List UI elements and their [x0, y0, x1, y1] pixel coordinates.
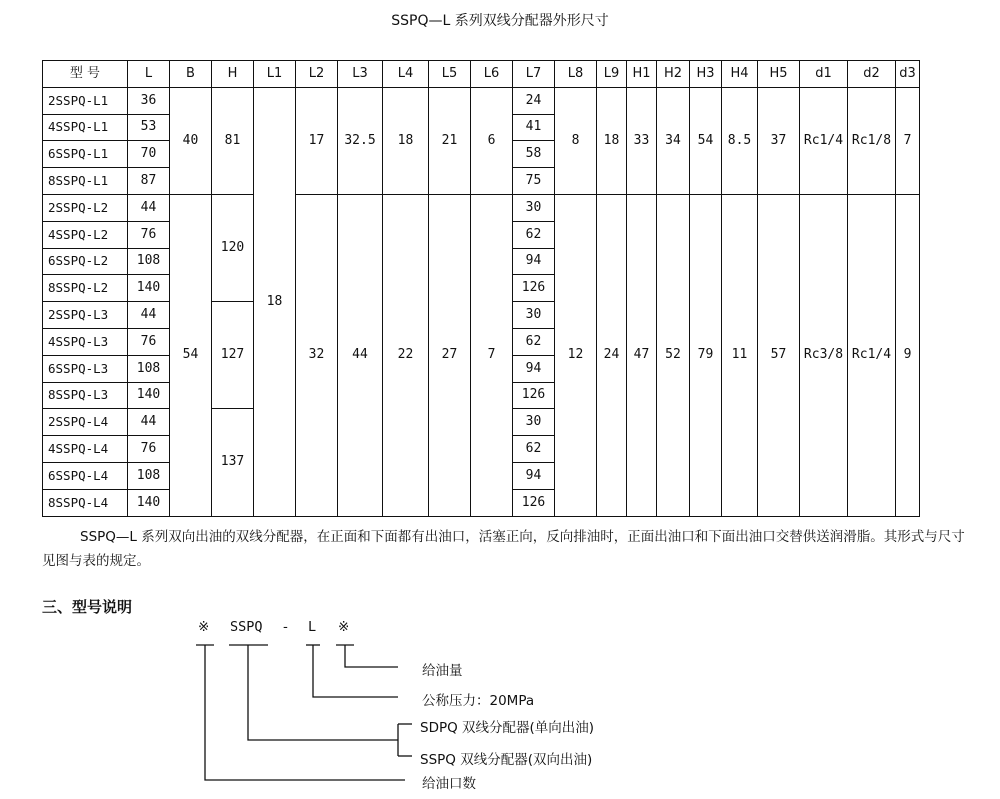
L-cell: 76	[128, 436, 170, 463]
d1-cell: Rc3/8	[800, 194, 848, 516]
column-header: L3	[338, 61, 383, 88]
table-row	[43, 87, 920, 114]
L4-cell: 18	[383, 87, 429, 194]
column-header: L7	[513, 61, 555, 88]
description-paragraph: SSPQ—L 系列双向出油的双线分配器，在正面和下面都有出油口，活塞正向，反向排油时，正面出油口和下面出油口交替供送润滑脂。其形式与尺寸见图与表的规定。	[42, 529, 965, 569]
H1-cell: 33	[627, 87, 657, 194]
model-cell: 4SSPQ-L4	[43, 436, 128, 463]
L-cell: 108	[128, 248, 170, 275]
model-cell: 8SSPQ-L2	[43, 275, 128, 302]
H-cell: 127	[212, 302, 254, 409]
H2-cell: 34	[657, 87, 690, 194]
column-header: H	[212, 61, 254, 88]
H4-cell: 8.5	[722, 87, 758, 194]
L1-cell: 18	[254, 87, 296, 516]
L7-cell: 126	[513, 489, 555, 516]
L-cell: 76	[128, 221, 170, 248]
L7-cell: 24	[513, 87, 555, 114]
column-header: H5	[758, 61, 800, 88]
page-title: SSPQ—L 系列双线分配器外形尺寸	[391, 13, 609, 29]
model-code-diagram	[0, 615, 1000, 799]
L7-cell: 126	[513, 275, 555, 302]
legend-pressure: 公称压力：20MPa	[422, 693, 535, 709]
column-header: H1	[627, 61, 657, 88]
B-cell: 40	[170, 87, 212, 194]
L7-cell: 58	[513, 141, 555, 168]
column-header: L9	[597, 61, 627, 88]
L3-cell: 44	[338, 194, 383, 516]
legend-sdpq: SDPQ 双线分配器(单向出油)	[420, 720, 595, 736]
d3-cell: 9	[896, 194, 920, 516]
H3-cell: 79	[690, 194, 722, 516]
L-cell: 76	[128, 328, 170, 355]
H-cell: 120	[212, 194, 254, 301]
L-cell: 87	[128, 168, 170, 195]
L-cell: 108	[128, 355, 170, 382]
L-cell: 36	[128, 87, 170, 114]
H5-cell: 57	[758, 194, 800, 516]
L3-cell: 32.5	[338, 87, 383, 194]
d3-cell: 7	[896, 87, 920, 194]
L6-cell: 6	[471, 87, 513, 194]
model-cell: 4SSPQ-L3	[43, 328, 128, 355]
model-cell: 2SSPQ-L1	[43, 87, 128, 114]
L-cell: 44	[128, 194, 170, 221]
series-code: SSPQ	[230, 619, 263, 635]
L7-cell: 30	[513, 194, 555, 221]
H4-cell: 11	[722, 194, 758, 516]
column-header: d2	[848, 61, 896, 88]
model-cell: 4SSPQ-L1	[43, 114, 128, 141]
column-header: B	[170, 61, 212, 88]
column-header: H3	[690, 61, 722, 88]
L2-cell: 32	[296, 194, 338, 516]
L-cell: 108	[128, 462, 170, 489]
column-header: L1	[254, 61, 296, 88]
L-cell: 140	[128, 275, 170, 302]
H2-cell: 52	[657, 194, 690, 516]
L6-cell: 7	[471, 194, 513, 516]
L-cell: 140	[128, 382, 170, 409]
L9-cell: 24	[597, 194, 627, 516]
model-cell: 2SSPQ-L4	[43, 409, 128, 436]
column-header: L8	[555, 61, 597, 88]
table-row	[43, 194, 920, 221]
model-cell: 2SSPQ-L3	[43, 302, 128, 329]
L7-cell: 30	[513, 302, 555, 329]
column-header: d1	[800, 61, 848, 88]
L9-cell: 18	[597, 87, 627, 194]
outlet-count-mark: ※	[198, 619, 210, 635]
H-cell: 81	[212, 87, 254, 194]
model-cell: 4SSPQ-L2	[43, 221, 128, 248]
column-header: L	[128, 61, 170, 88]
column-header: L4	[383, 61, 429, 88]
L7-cell: 126	[513, 382, 555, 409]
code-dash: -	[283, 619, 288, 635]
H1-cell: 47	[627, 194, 657, 516]
pressure-code: L	[308, 619, 317, 635]
column-header: 型 号	[43, 61, 128, 88]
L8-cell: 12	[555, 194, 597, 516]
L7-cell: 41	[513, 114, 555, 141]
L7-cell: 75	[513, 168, 555, 195]
H-cell: 137	[212, 409, 254, 516]
L7-cell: 62	[513, 221, 555, 248]
L5-cell: 27	[429, 194, 471, 516]
model-cell: 8SSPQ-L1	[43, 168, 128, 195]
L7-cell: 62	[513, 328, 555, 355]
d1-cell: Rc1/4	[800, 87, 848, 194]
table-header-row	[43, 61, 920, 88]
column-header: H2	[657, 61, 690, 88]
legend-oil-amount: 给油量	[422, 663, 463, 679]
oil-amount-mark: ※	[338, 619, 350, 635]
model-cell: 8SSPQ-L4	[43, 489, 128, 516]
column-header: L2	[296, 61, 338, 88]
L7-cell: 30	[513, 409, 555, 436]
column-header: d3	[896, 61, 920, 88]
B-cell: 54	[170, 194, 212, 516]
legend-outlets: 给油口数	[422, 776, 476, 792]
H5-cell: 37	[758, 87, 800, 194]
L-cell: 44	[128, 409, 170, 436]
legend-sspq: SSPQ 双线分配器(双向出油)	[420, 752, 593, 768]
column-header: L5	[429, 61, 471, 88]
model-cell: 8SSPQ-L3	[43, 382, 128, 409]
model-cell: 6SSPQ-L4	[43, 462, 128, 489]
L4-cell: 22	[383, 194, 429, 516]
L-cell: 53	[128, 114, 170, 141]
L-cell: 70	[128, 141, 170, 168]
model-cell: 6SSPQ-L2	[43, 248, 128, 275]
section-title: 三、型号说明	[42, 598, 133, 616]
L7-cell: 94	[513, 248, 555, 275]
L-cell: 140	[128, 489, 170, 516]
column-header: L6	[471, 61, 513, 88]
model-cell: 2SSPQ-L2	[43, 194, 128, 221]
L5-cell: 21	[429, 87, 471, 194]
d2-cell: Rc1/8	[848, 87, 896, 194]
L2-cell: 17	[296, 87, 338, 194]
L8-cell: 8	[555, 87, 597, 194]
model-cell: 6SSPQ-L1	[43, 141, 128, 168]
dimension-table	[42, 60, 920, 517]
L7-cell: 94	[513, 355, 555, 382]
L7-cell: 62	[513, 436, 555, 463]
L-cell: 44	[128, 302, 170, 329]
model-cell: 6SSPQ-L3	[43, 355, 128, 382]
d2-cell: Rc1/4	[848, 194, 896, 516]
column-header: H4	[722, 61, 758, 88]
H3-cell: 54	[690, 87, 722, 194]
L7-cell: 94	[513, 462, 555, 489]
